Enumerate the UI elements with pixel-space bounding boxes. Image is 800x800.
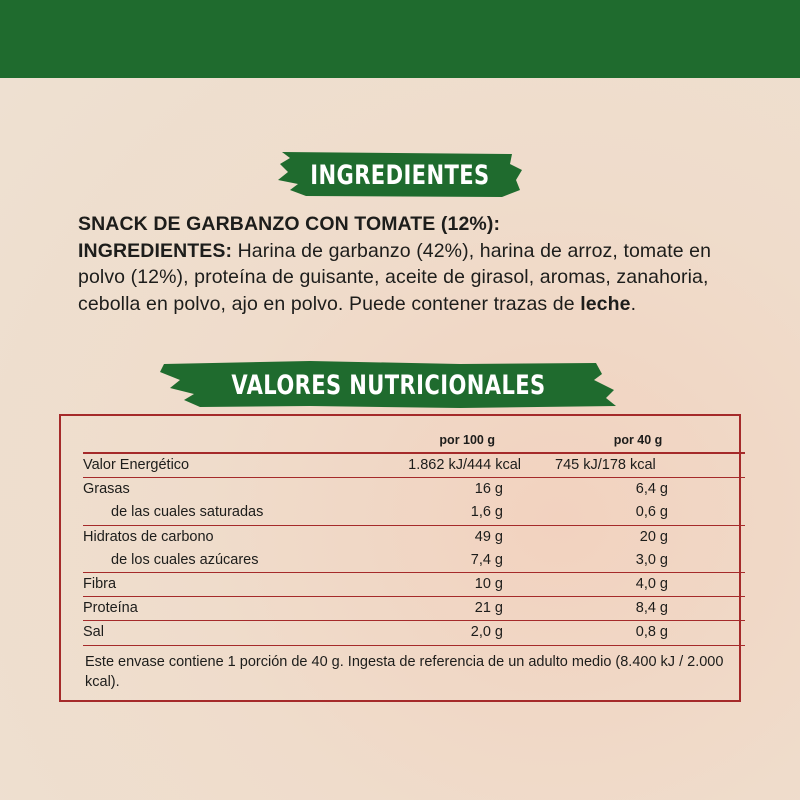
value-text: 6,4 g	[635, 481, 668, 498]
product-name: SNACK DE GARBANZO CON TOMATE (12%):	[78, 213, 501, 235]
ingredients-end: .	[630, 292, 637, 315]
row-label: Fibra	[83, 576, 117, 593]
nutrition-table-box	[59, 414, 741, 702]
row-label: Grasas	[83, 481, 130, 498]
row-value-per40	[531, 453, 745, 478]
table-row	[83, 621, 745, 645]
value-text: 0,6 g	[635, 504, 668, 521]
row-value-per40	[531, 621, 745, 645]
nutrition-heading: VALORES NUTRICIONALES	[230, 369, 546, 401]
row-value-per100: 21 g	[474, 600, 503, 617]
row-label: de los cuales azúcares	[111, 551, 259, 568]
row-label: Hidratos de carbono	[83, 528, 214, 545]
value-text: 20 g	[639, 528, 668, 545]
table-row	[83, 549, 745, 573]
value-text: 8,4 g	[635, 600, 668, 617]
header-per-100g: por 100 g	[439, 433, 495, 447]
table-row	[83, 597, 745, 621]
row-label: Sal	[83, 624, 104, 641]
row-value-per100: 49 g	[474, 528, 503, 545]
nutrition-table	[83, 429, 745, 646]
row-value-per100: 7,4 g	[470, 551, 503, 568]
value-text: 0,8 g	[635, 624, 668, 641]
row-label: de las cuales saturadas	[111, 504, 264, 521]
row-value-per100: 10 g	[474, 576, 503, 593]
table-header-row	[83, 429, 745, 453]
nutrition-heading-banner	[160, 360, 616, 410]
row-value-per40	[531, 572, 745, 596]
top-green-band	[0, 0, 800, 78]
row-value-per100: 1.862 kJ/444 kcal	[408, 457, 521, 474]
ingredients-heading: INGREDIENTES	[310, 159, 490, 191]
nutrition-footnote: Este envase contiene 1 porción de 40 g. Ingesta de referencia de un adulto medio (8.400 kJ / 2.000 kcal).	[85, 654, 724, 690]
row-value-per40	[531, 549, 745, 573]
table-row	[83, 453, 745, 478]
row-value-per40	[531, 525, 745, 549]
row-value-per100: 2,0 g	[470, 624, 503, 641]
ingredients-text-block	[78, 211, 738, 317]
band-brush-edge	[0, 72, 800, 82]
table-row	[83, 525, 745, 549]
value-text: 745 kJ/178 kcal	[555, 457, 656, 474]
row-value-per40	[531, 478, 745, 502]
row-value-per100: 16 g	[474, 481, 503, 498]
ingredients-heading-banner	[276, 150, 524, 200]
row-label: Proteína	[83, 600, 138, 617]
row-label: Valor Energético	[83, 457, 190, 474]
row-value-per40	[531, 597, 745, 621]
ingredients-list: Harina de garbanzo (42%), harina de arroz, tomate en polvo (12%), proteína de guisante, aceite de girasol, aromas, zanahoria, cebolla en polvo, ajo en polvo. Puede contener trazas de	[78, 239, 712, 315]
table-row	[83, 478, 745, 502]
table-row	[83, 501, 745, 525]
value-text: 3,0 g	[635, 551, 668, 568]
allergen-text: leche	[580, 292, 631, 315]
header-label-empty	[83, 429, 343, 453]
value-text: 4,0 g	[635, 576, 668, 593]
row-value-per100: 1,6 g	[470, 504, 503, 521]
row-value-per40	[531, 501, 745, 525]
header-per-40g: por 40 g	[613, 433, 663, 447]
table-row	[83, 572, 745, 596]
ingredients-label: INGREDIENTES:	[78, 239, 233, 262]
